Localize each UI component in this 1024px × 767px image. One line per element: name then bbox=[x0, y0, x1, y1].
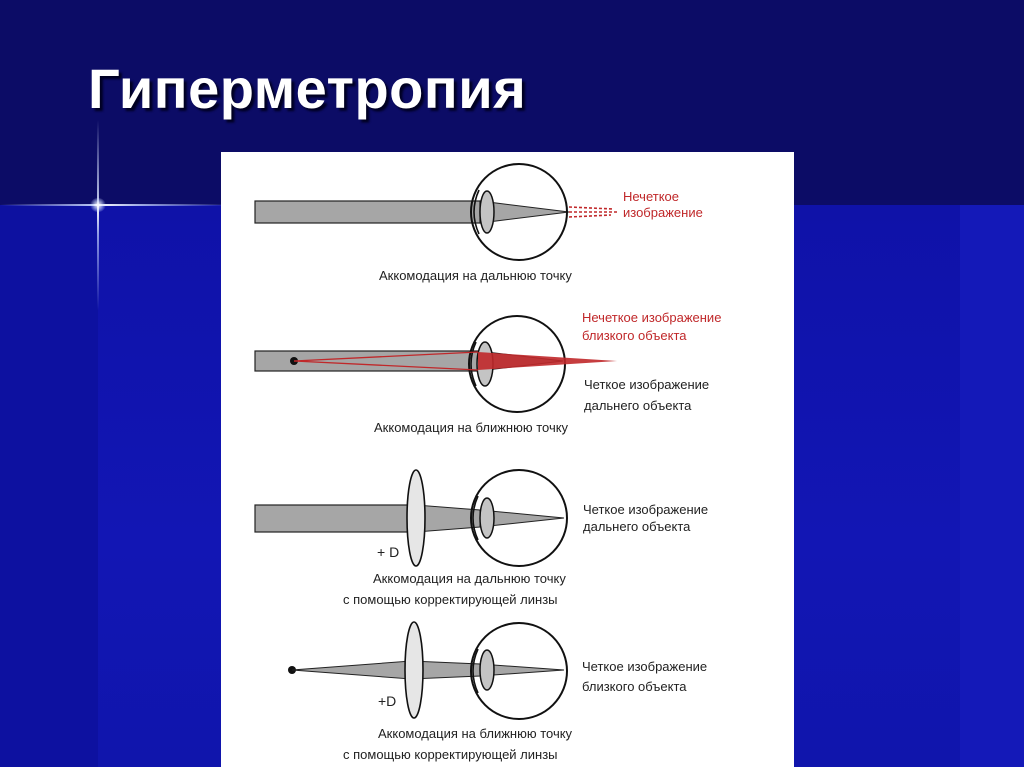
sharp-label-line2: близкого объекта bbox=[582, 679, 687, 694]
hyperopia-diagram bbox=[221, 152, 794, 767]
corrective-convex-lens bbox=[407, 470, 425, 566]
panel-4-caption-line1: Аккомодация на ближнюю точку bbox=[378, 726, 573, 741]
panel-3-corrected-distance bbox=[255, 470, 708, 607]
light-flare-vertical bbox=[97, 120, 99, 310]
panel-3-caption-line2: с помощью корректирующей линзы bbox=[343, 592, 558, 607]
eye-lens bbox=[480, 191, 494, 233]
diverging-beam bbox=[292, 661, 411, 679]
diagram-svg bbox=[221, 152, 794, 767]
background-left-column bbox=[0, 205, 98, 767]
red-diverging-cone bbox=[478, 352, 617, 370]
blurred-image-label-line1: Нечеткое bbox=[623, 189, 680, 204]
parallel-beam bbox=[255, 201, 480, 223]
lens-power-label: + D bbox=[377, 544, 400, 560]
light-flare-center bbox=[90, 198, 106, 212]
sharp-label-line1: Четкое изображение bbox=[584, 377, 710, 392]
panel-2-caption: Аккомодация на ближнюю точку bbox=[374, 420, 569, 435]
slide-title: Гиперметропия bbox=[88, 57, 527, 120]
panel-4-corrected-near bbox=[288, 622, 707, 762]
corrective-convex-lens bbox=[405, 622, 423, 718]
red-label-line2: близкого объекта bbox=[582, 328, 687, 343]
blurred-focus-rays bbox=[569, 207, 617, 217]
panel-4-caption-line2: с помощью корректирующей линзы bbox=[343, 747, 558, 762]
parallel-beam bbox=[255, 505, 416, 532]
panel-1-distance-accommodation bbox=[255, 164, 703, 283]
eye-lens bbox=[480, 498, 494, 538]
background-right-band bbox=[960, 205, 1024, 767]
light-flare-horizontal bbox=[0, 204, 230, 206]
red-label-line1: Нечеткое изображение bbox=[582, 310, 722, 325]
sharp-label-line2: дальнего объекта bbox=[583, 519, 691, 534]
eye-lens bbox=[480, 650, 494, 690]
panel-2-near-accommodation bbox=[255, 310, 721, 435]
sharp-label-line1: Четкое изображение bbox=[582, 659, 708, 674]
panel-3-caption-line1: Аккомодация на дальнюю точку bbox=[373, 571, 566, 586]
sharp-label-line1: Четкое изображение bbox=[583, 502, 709, 517]
blurred-image-label-line2: изображение bbox=[623, 205, 703, 220]
sharp-label-line2: дальнего объекта bbox=[584, 398, 692, 413]
lens-power-label: +D bbox=[378, 693, 397, 709]
panel-1-caption: Аккомодация на дальнюю точку bbox=[379, 268, 572, 283]
